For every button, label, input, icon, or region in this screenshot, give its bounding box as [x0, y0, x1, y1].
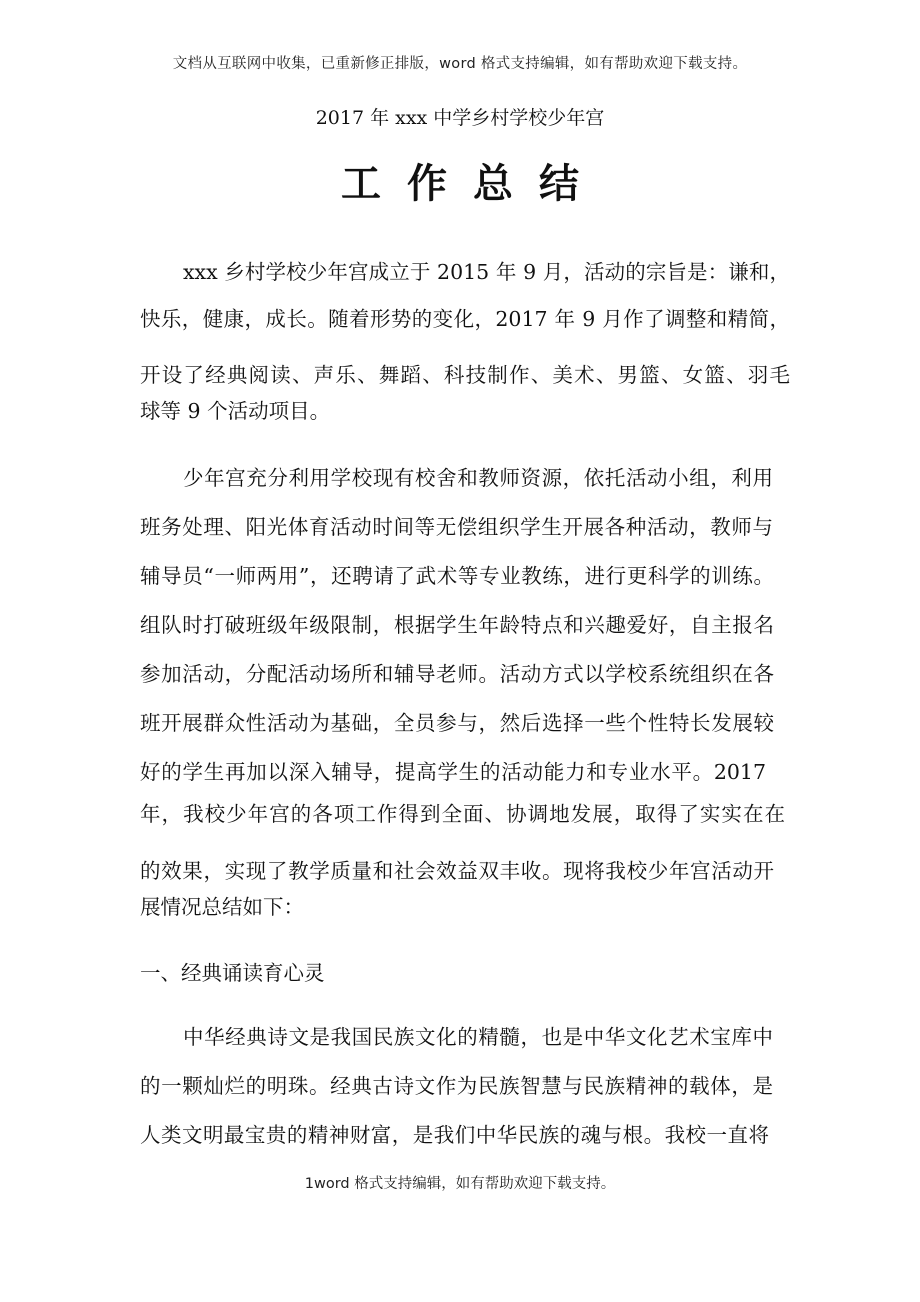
document-title: 工作总结 — [341, 161, 605, 207]
body-line: 组队时打破班级年级限制，根据学生年龄特点和兴趣爱好，自主报名 — [140, 613, 774, 637]
section-heading: 一、经典诵读育心灵 — [140, 961, 325, 985]
body-line: 中华经典诗文是我国民族文化的精髓，也是中华文化艺术宝库中 — [183, 1025, 773, 1049]
body-line: 参加活动，分配活动场所和辅导老师。活动方式以学校系统组织在各 — [140, 662, 774, 686]
body-line: 展情况总结如下： — [140, 895, 304, 919]
body-line: 年，我校少年宫的各项工作得到全面、协调地发展，取得了实实在在 — [140, 802, 785, 826]
body-line: 的效果，实现了教学质量和社会效益双丰收。现将我校少年宫活动开 — [140, 859, 774, 883]
body-line: 辅导员“一师两用”，还聘请了武术等专业教练，进行更科学的训练。 — [140, 564, 774, 588]
body-line: 快乐，健康，成长。随着形势的变化，2017 年 9 月作了调整和精简， — [140, 307, 790, 331]
body-line: 班开展群众性活动为基础，全员参与，然后选择一些个性特长发展较 — [140, 711, 774, 735]
body-line: 好的学生再加以深入辅导，提高学生的活动能力和专业水平。2017 — [140, 760, 766, 784]
body-line: 球等 9 个活动项目。 — [140, 399, 331, 423]
document-subtitle: 2017 年 xxx 中学乡村学校少年宫 — [315, 107, 605, 129]
body-line: 的一颗灿烂的明珠。经典古诗文作为民族智慧与民族精神的载体，是 — [140, 1074, 773, 1098]
body-line: 班务处理、阳光体育活动时间等无偿组织学生开展各种活动，教师与 — [140, 515, 773, 539]
body-line: xxx 乡村学校少年宫成立于 2015 年 9 月，活动的宗旨是：谦和， — [183, 260, 790, 284]
body-line: 人类文明最宝贵的精神财富，是我们中华民族的魂与根。我校一直将 — [140, 1123, 769, 1147]
footer-note: 1word 格式支持编辑，如有帮助欢迎下载支持。 — [304, 1176, 616, 1192]
header-note: 文档从互联网中收集，已重新修正排版，word 格式支持编辑，如有帮助欢迎下载支持。 — [172, 56, 748, 72]
body-line: 少年宫充分利用学校现有校舍和教师资源，依托活动小组，利用 — [183, 466, 773, 490]
body-line: 开设了经典阅读、声乐、舞蹈、科技制作、美术、男篮、女篮、羽毛 — [140, 363, 790, 387]
